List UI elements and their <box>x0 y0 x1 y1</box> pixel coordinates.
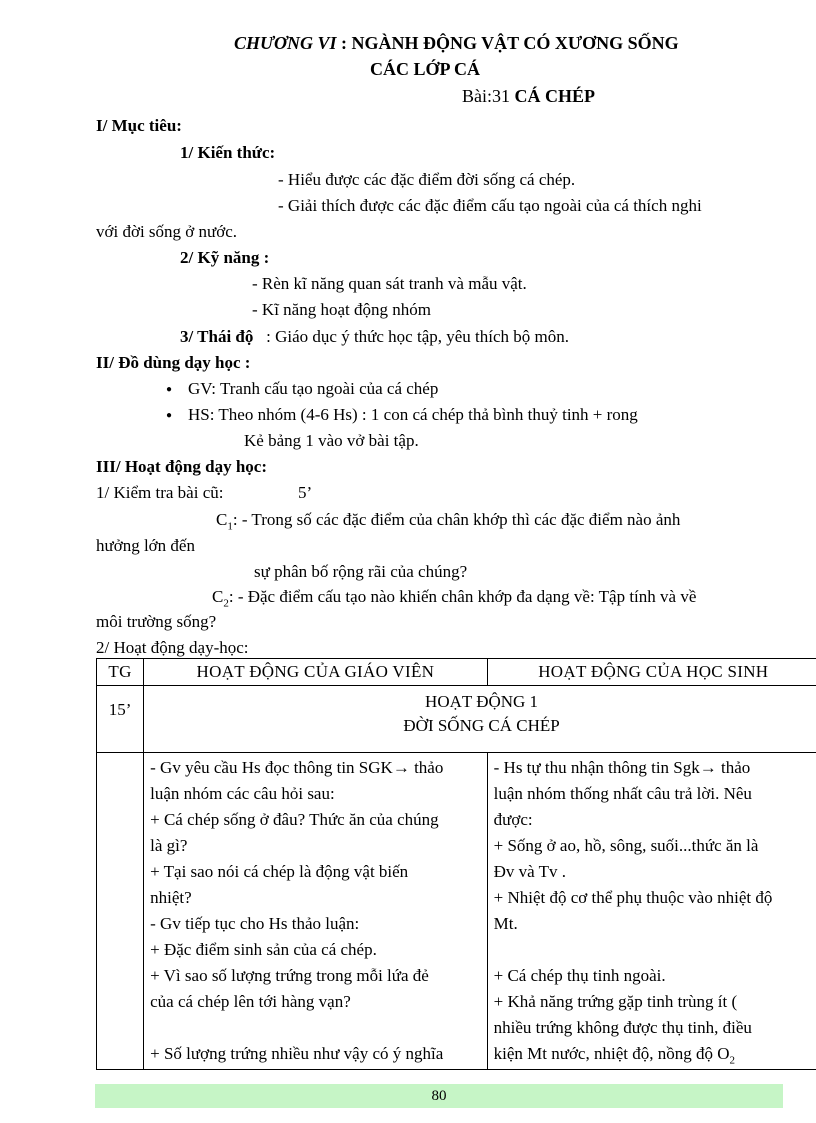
col-header-teacher: HOẠT ĐỘNG CỦA GIÁO VIÊN <box>144 659 488 686</box>
attitude-line <box>180 327 569 347</box>
student-line <box>494 937 815 963</box>
knowledge-label: 1/ Kiến thức: <box>180 143 276 162</box>
student-line: luận nhóm thống nhất câu trả lời. Nêu <box>493 784 752 803</box>
chapter-prefix: CHƯƠNG VI <box>234 33 337 53</box>
question-c1: $C_1$: - Trong số các đặc điểm của chân khớp thì các đặc điểm nào ảnh <box>216 510 681 533</box>
question-c1-cont: hưởng lớn đến <box>96 536 195 555</box>
skills-item-1: - Rèn kĩ năng quan sát tranh và mẫu vật. <box>252 274 527 293</box>
student-line: Mt. <box>493 914 518 933</box>
activity-table <box>96 658 816 1070</box>
attitude-label: 3/ Thái độ <box>180 327 254 346</box>
question-c2: $C_2$: - Đặc điểm cấu tạo nào khiến chân khớp đa dạng về: Tập tính và về <box>212 587 697 610</box>
chapter-name: : NGÀNH ĐỘNG VẬT CÓ XƯƠNG SỐNG <box>340 33 679 53</box>
student-line: + Sống ở ao, hồ, sông, suối...thức ăn là <box>493 836 759 855</box>
section-objectives-heading: I/ Mục tiêu: <box>96 116 182 135</box>
table-header-row <box>97 659 816 686</box>
skills-item-2: - Kĩ năng hoạt động nhóm <box>252 300 431 319</box>
col-header-time: TG <box>97 659 144 686</box>
teacher-line <box>150 1015 483 1041</box>
teacher-line: + Số lượng trứng nhiều như vậy có ý nghĩa <box>150 1044 444 1063</box>
question-c2-cont: môi trường sống? <box>96 612 217 631</box>
page-number: 80 <box>431 1088 447 1104</box>
teacher-line: của cá chép lên tới hàng vạn? <box>150 992 351 1011</box>
class-title: CÁC LỚP CÁ <box>370 59 481 79</box>
materials-item-hs-cont: Kẻ bảng 1 vào vở bài tập. <box>244 431 419 450</box>
student-line: - Hs tự thu nhận thông tin Sgk→ thảo <box>493 758 751 777</box>
teacher-line: + Tại sao nói cá chép là động vật biến <box>150 862 409 881</box>
chapter-title <box>234 33 679 53</box>
knowledge-item-2: - Giải thích được các đặc điểm cấu tạo ngoài của cá thích nghi <box>278 196 702 215</box>
knowledge-item-1: - Hiểu được các đặc điểm đời sống cá chép. <box>278 170 576 189</box>
activity-time: 15’ <box>97 686 144 753</box>
teacher-line: nhiệt? <box>150 888 192 907</box>
lesson-title <box>462 86 595 106</box>
old-lesson-check-label: 1/ Kiểm tra bài cũ: <box>96 483 224 502</box>
activity-title-row <box>97 686 816 753</box>
old-lesson-check-time: 5’ <box>298 483 313 502</box>
time-cell-empty <box>97 753 144 1070</box>
page-footer <box>95 1084 783 1108</box>
student-cell <box>487 753 816 1070</box>
activity-name: HOẠT ĐỘNG 1 <box>425 692 539 711</box>
teacher-line: - Gv yêu cầu Hs đọc thông tin SGK→ thảo <box>150 758 444 777</box>
student-line: được: <box>493 810 533 829</box>
lesson-label: Bài:31 <box>462 86 510 106</box>
student-line: + Nhiệt độ cơ thể phụ thuộc vào nhiệt độ <box>493 888 773 907</box>
teacher-line: + Vì sao số lượng trứng trong mỗi lứa đẻ <box>150 966 429 985</box>
teaching-activities-label: 2/ Hoạt động dạy-học: <box>96 638 249 657</box>
question-c1-cont-2: sự phân bố rộng rãi của chúng? <box>254 562 468 581</box>
materials-item-gv: ● GV: Tranh cấu tạo ngoài của cá chép <box>188 379 438 399</box>
student-line: + Khả năng trứng gặp tinh trùng ít ( <box>493 992 738 1011</box>
teacher-line: + Đặc điểm sinh sản của cá chép. <box>150 940 377 959</box>
teacher-line: luận nhóm các câu hỏi sau: <box>150 784 335 803</box>
teacher-lines <box>144 753 487 1069</box>
student-line: nhiều trứng không được thụ tinh, điều <box>493 1018 752 1037</box>
activity-title-cell <box>144 686 816 753</box>
activity-topic: ĐỜI SỐNG CÁ CHÉP <box>403 716 560 735</box>
attitude-text: : Giáo dục ý thức học tập, yêu thích bộ môn. <box>266 327 570 346</box>
col-header-student: HOẠT ĐỘNG CỦA HỌC SINH <box>487 659 816 686</box>
teacher-line: + Cá chép sống ở đâu? Thức ăn của chúng <box>150 810 439 829</box>
section-activities-heading: III/ Hoạt động dạy học: <box>96 457 267 476</box>
knowledge-item-2-cont: với đời sống ở nước. <box>96 222 238 241</box>
student-line: + Cá chép thụ tinh ngoài. <box>493 966 666 985</box>
activity-content-row <box>97 753 816 1070</box>
lesson-name: CÁ CHÉP <box>514 86 595 106</box>
teacher-cell <box>144 753 488 1070</box>
teacher-line: - Gv tiếp tục cho Hs thảo luận: <box>150 914 360 933</box>
materials-item-hs: ● HS: Theo nhóm (4-6 Hs) : 1 con cá chép thả bình thuỷ tinh + rong <box>188 405 638 425</box>
skills-label: 2/ Kỹ năng : <box>180 248 270 267</box>
section-materials-heading: II/ Đồ dùng dạy học : <box>96 353 251 372</box>
student-lines <box>488 753 816 1069</box>
teacher-line: là gì? <box>150 836 188 855</box>
student-line: kiện Mt nước, nhiệt độ, nồng độ $O_2$ <box>493 1044 735 1067</box>
student-line: Đv và Tv . <box>493 862 567 881</box>
